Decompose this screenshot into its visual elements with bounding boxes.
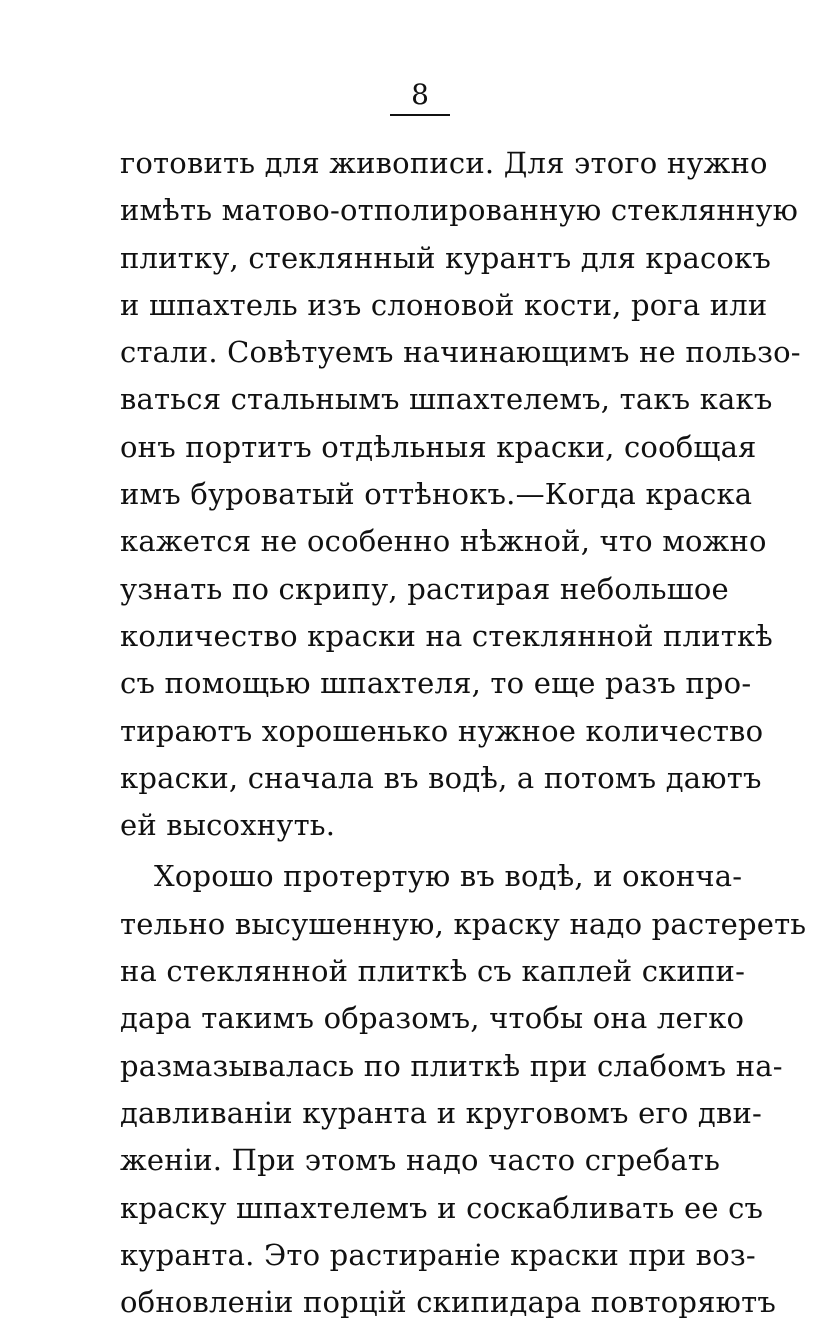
text-line: размазывалась по плиткѣ при слабомъ на- <box>120 1048 783 1083</box>
body-text <box>120 140 807 1326</box>
text-line: Хорошо протертую въ водѣ, и оконча- <box>154 859 743 894</box>
page-header <box>380 78 460 116</box>
text-line: стали. Совѣтуемъ начинающимъ не пользо- <box>120 335 801 370</box>
page-number-rule <box>390 114 450 116</box>
text-line: обновленіи порцій скипидара повторяютъ <box>120 1285 776 1320</box>
text-line: краски, сначала въ водѣ, а потомъ даютъ <box>120 760 762 795</box>
text-line: краску шпахтелемъ и соскабливать ее съ <box>120 1190 764 1225</box>
page-number: 8 <box>411 78 429 111</box>
text-line: ваться стальнымъ шпахтелемъ, такъ какъ <box>120 382 773 417</box>
text-line: тираютъ хорошенько нужное количество <box>120 713 764 748</box>
text-line: узнать по скрипу, растирая небольшое <box>120 571 729 606</box>
text-line: женіи. При этомъ надо часто сгребать <box>120 1143 721 1178</box>
text-line: имъ буроватый оттѣнокъ.—Когда краска <box>120 477 753 512</box>
text-line: и шпахтель изъ слоновой кости, рога или <box>120 287 768 322</box>
text-line: на стеклянной плиткѣ съ каплей скипи- <box>120 954 746 989</box>
text-line: онъ портитъ отдѣльныя краски, сообщая <box>120 429 757 464</box>
paragraph-2 <box>120 853 807 1326</box>
text-line: количество краски на стеклянной плиткѣ <box>120 618 773 653</box>
text-line: ей высохнуть. <box>120 808 336 843</box>
text-line: давливаніи куранта и круговомъ его дви- <box>120 1095 763 1130</box>
text-line: тельно высушенную, краску надо растереть <box>120 906 807 941</box>
paragraph-1 <box>120 140 801 849</box>
text-line: готовить для живописи. Для этого нужно <box>120 146 768 180</box>
text-line: плитку, стеклянный курантъ для красокъ <box>120 240 772 275</box>
text-line: кажется не особенно нѣжной, что можно <box>120 524 767 559</box>
text-line: дара такимъ образомъ, чтобы она легко <box>120 1001 745 1036</box>
text-line: имѣть матово-отполированную стеклянную <box>120 193 799 228</box>
text-line: съ помощью шпахтеля, то еще разъ про- <box>120 666 752 701</box>
text-line: куранта. Это растираніе краски при воз- <box>120 1237 756 1272</box>
